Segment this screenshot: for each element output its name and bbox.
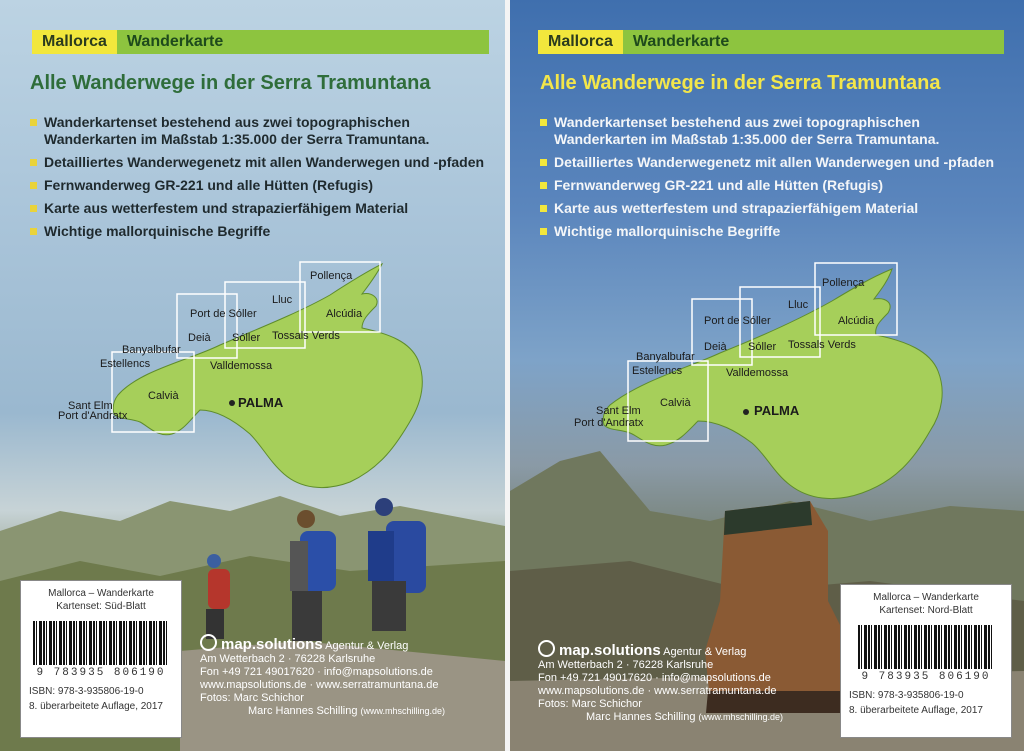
place-label-palma: PALMA — [238, 395, 284, 410]
place-label: Calvià — [660, 397, 691, 409]
feature-list — [540, 114, 1000, 246]
feature-item: Detailliertes Wanderwegenetz mit allen Wanderwegen und -pfaden — [30, 154, 490, 171]
place-label: Sóller — [748, 341, 777, 353]
publisher-block — [538, 640, 783, 724]
photo-credit: Marc Hannes Schilling — [586, 711, 696, 723]
place-label: Lluc — [788, 299, 809, 311]
barcode — [858, 625, 994, 669]
place-label: Pollença — [822, 277, 865, 289]
info-line: Kartenset: Süd-Blatt — [56, 601, 146, 612]
place-label: Port de Sóller — [704, 315, 771, 327]
cover-nord-blatt — [510, 0, 1024, 751]
place-label: Tossals Verds — [272, 330, 340, 342]
logo-icon — [538, 640, 555, 657]
photo-credit-site: (www.mhschilling.de) — [698, 712, 784, 722]
island-map — [58, 250, 500, 530]
photo-credit-site: (www.mhschilling.de) — [360, 706, 446, 716]
header-product: Wanderkarte — [623, 30, 1004, 54]
info-line: Mallorca – Wanderkarte — [48, 588, 154, 599]
feature-item: Fernwanderweg GR-221 und alle Hütten (Refugis) — [30, 177, 490, 194]
place-label: Port de Sóller — [190, 308, 257, 320]
photo-credit: Marc Hannes Schilling — [248, 705, 358, 717]
logo-icon — [200, 634, 217, 651]
feature-list — [30, 114, 490, 246]
photo-credit: Fotos: Marc Schichor — [200, 692, 304, 704]
barcode-number: 9 783935 806190 — [861, 671, 991, 683]
publisher-contact: Fon +49 721 49017620 · info@mapsolutions.de — [538, 672, 771, 684]
place-label: Banyalbufar — [122, 344, 181, 356]
publisher-suffix: Agentur & Verlag — [663, 646, 747, 658]
place-label: Sant Elm — [596, 405, 641, 417]
header-bar — [538, 30, 1004, 54]
edition: 8. überarbeitete Auflage, 2017 — [29, 701, 163, 712]
barcode — [33, 621, 169, 665]
place-label: Calvià — [148, 390, 179, 402]
publisher-contact: Fon +49 721 49017620 · info@mapsolutions.de — [200, 666, 433, 678]
publisher-block — [200, 634, 445, 718]
place-label: Lluc — [272, 294, 293, 306]
publisher-brand: map.solutions — [559, 642, 661, 659]
isbn: ISBN: 978-3-935806-19-0 — [29, 686, 144, 697]
place-label-palma: PALMA — [754, 403, 800, 418]
feature-item: Wichtige mallorquinische Begriffe — [30, 223, 490, 240]
photo-credit: Fotos: Marc Schichor — [538, 698, 642, 710]
place-label: Pollença — [310, 270, 353, 282]
edition: 8. überarbeitete Auflage, 2017 — [849, 705, 983, 716]
place-label: Valldemossa — [726, 367, 789, 379]
publisher-address: Am Wetterbach 2 · 76228 Karlsruhe — [200, 653, 376, 665]
feature-item: Karte aus wetterfestem und strapazierfähigem Material — [30, 200, 490, 217]
info-box — [840, 584, 1012, 738]
feature-item: Detailliertes Wanderwegenetz mit allen Wanderwegen und -pfaden — [540, 154, 1000, 171]
publisher-suffix: Agentur & Verlag — [325, 640, 409, 652]
feature-item: Fernwanderweg GR-221 und alle Hütten (Refugis) — [540, 177, 1000, 194]
isbn: ISBN: 978-3-935806-19-0 — [849, 690, 964, 701]
place-label: Estellencs — [632, 365, 683, 377]
header-product: Wanderkarte — [117, 30, 489, 54]
info-line: Mallorca – Wanderkarte — [873, 592, 979, 603]
feature-item: Wichtige mallorquinische Begriffe — [540, 223, 1000, 240]
cover-title: Alle Wanderwege in der Serra Tramuntana — [30, 72, 431, 94]
publisher-address: Am Wetterbach 2 · 76228 Karlsruhe — [538, 659, 714, 671]
place-label: Port d'Andratx — [574, 417, 644, 429]
place-label: Port d'Andratx — [58, 410, 128, 422]
place-label: Valldemossa — [210, 360, 273, 372]
header-region: Mallorca — [32, 30, 117, 54]
place-label: Deià — [704, 341, 727, 353]
cover-title: Alle Wanderwege in der Serra Tramuntana — [540, 72, 941, 94]
info-box — [20, 580, 182, 738]
place-label: Sant Elm — [68, 400, 113, 412]
info-line: Kartenset: Nord-Blatt — [879, 605, 973, 616]
place-label: Alcúdia — [326, 308, 363, 320]
place-label: Estellencs — [100, 358, 151, 370]
place-label: Tossals Verds — [788, 339, 856, 351]
feature-item: Wanderkartenset bestehend aus zwei topographischen Wanderkarten im Maßstab 1:35.000 der Serra Tramuntana. — [540, 114, 1000, 148]
feature-item: Wanderkartenset bestehend aus zwei topographischen Wanderkarten im Maßstab 1:35.000 der Serra Tramuntana. — [30, 114, 490, 148]
header-region: Mallorca — [538, 30, 623, 54]
cover-sued-blatt — [0, 0, 505, 751]
feature-item: Karte aus wetterfestem und strapazierfähigem Material — [540, 200, 1000, 217]
place-label: Banyalbufar — [636, 351, 695, 363]
barcode-number: 9 783935 806190 — [36, 667, 166, 679]
header-bar — [32, 30, 489, 54]
publisher-web: www.mapsolutions.de · www.serratramuntana.de — [200, 679, 439, 691]
place-label: Deià — [188, 332, 211, 344]
place-label: Alcúdia — [838, 315, 875, 327]
publisher-brand: map.solutions — [221, 636, 323, 653]
publisher-web: www.mapsolutions.de · www.serratramuntana.de — [538, 685, 777, 697]
place-label: Sóller — [232, 332, 261, 344]
